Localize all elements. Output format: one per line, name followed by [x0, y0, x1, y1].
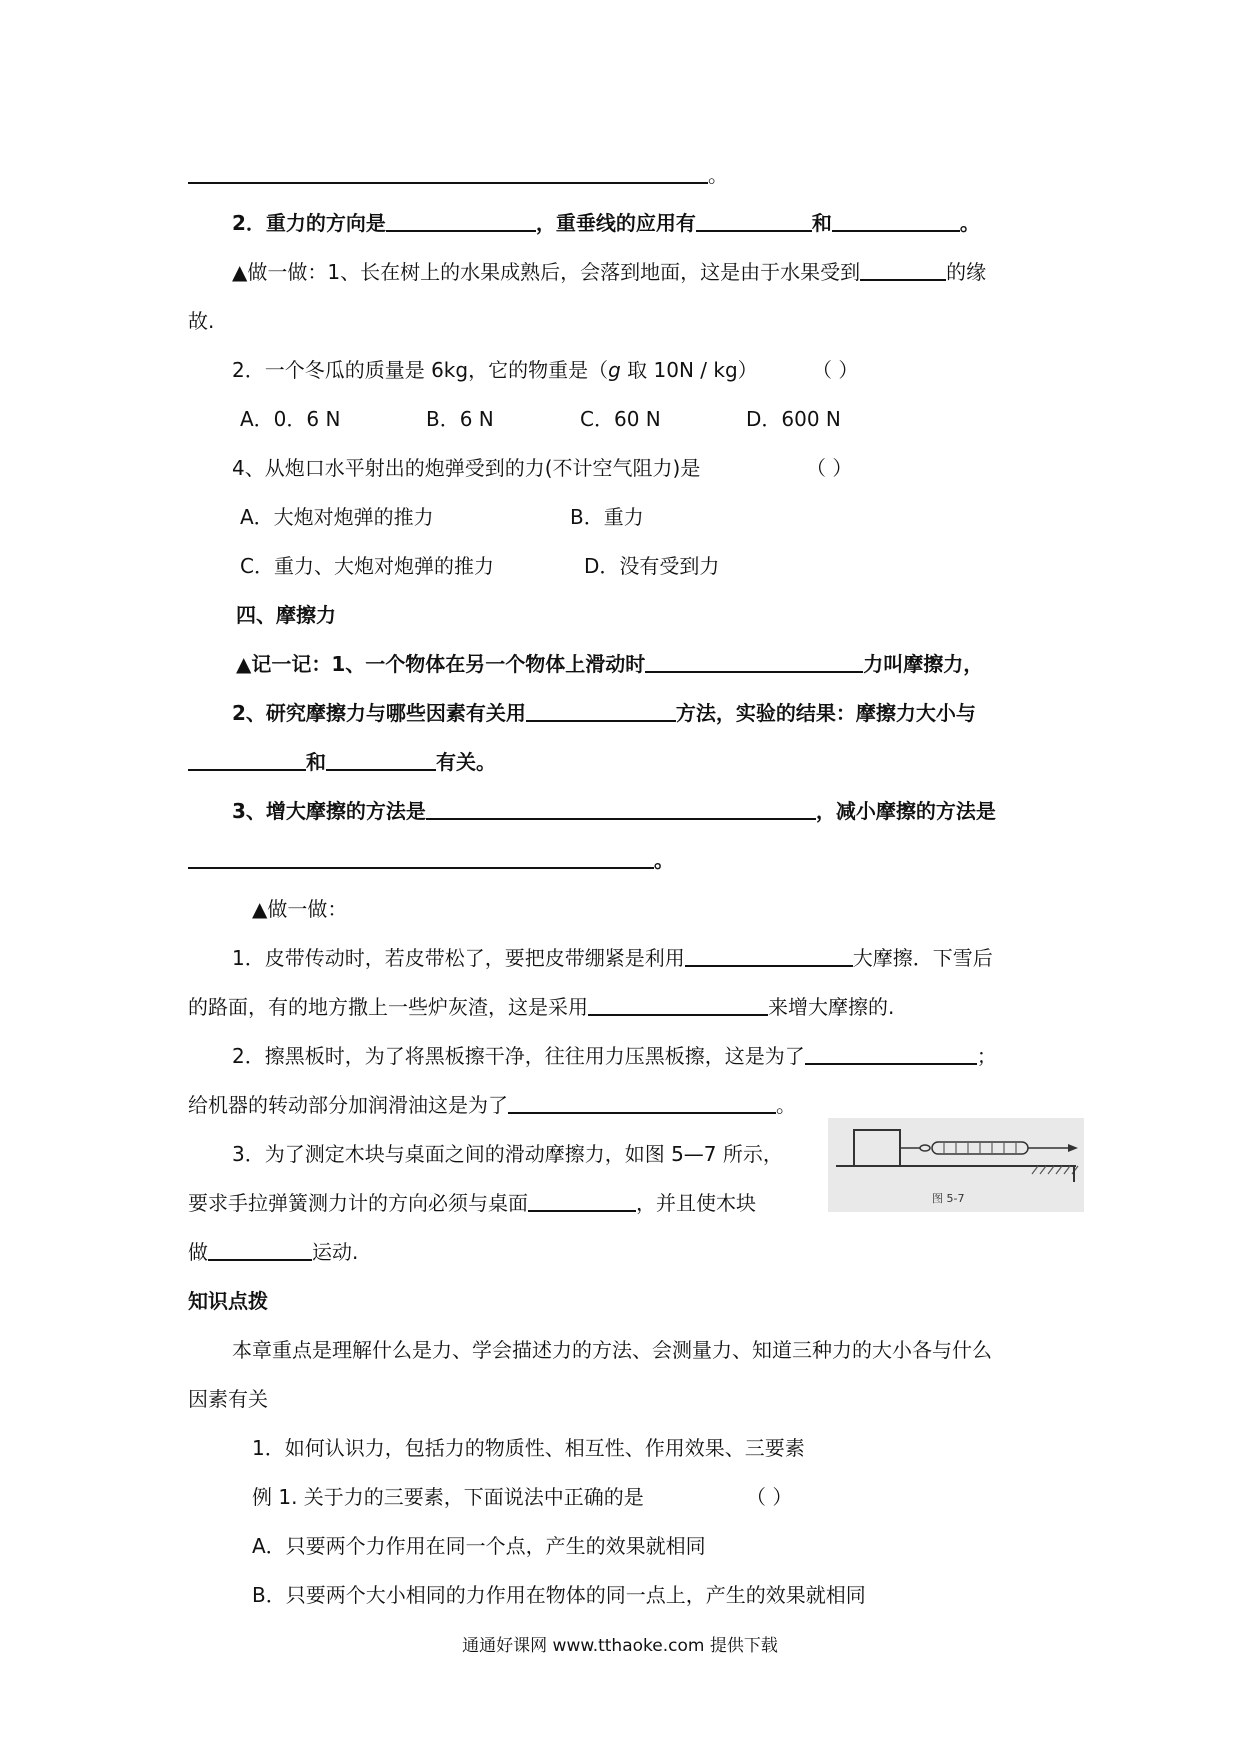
answer-blank[interactable] [188, 747, 306, 771]
blackboard-question-cont: 给机器的转动部分加润滑油这是为了 。 [188, 1090, 1068, 1120]
figure-5-7 [828, 1118, 1084, 1212]
answer-blank[interactable] [696, 208, 812, 232]
table-hatching [1032, 1166, 1078, 1174]
chapter-summary-cont: 因素有关 [188, 1387, 268, 1411]
option-b[interactable]: B．重力 [570, 505, 644, 529]
example-1-question: 例 1. 关于力的三要素，下面说法中正确的是 （ ） [252, 1482, 1132, 1512]
figure-caption: 图 5-7 [932, 1192, 965, 1205]
blackboard-question: 2．擦黑板时，为了将黑板擦干净，往往用力压黑板擦，这是为了 ； [232, 1041, 1112, 1071]
answer-line-continuation: 。 [188, 160, 1068, 190]
remember-friction-1: ▲记一记：1、一个物体在另一个物体上滑动时 力叫摩擦力， [236, 649, 1116, 679]
cannonball-question: 4、从炮口水平射出的炮弹受到的力(不计空气阻力)是 （ ） [232, 453, 1112, 483]
spring-scale-question-cont2: 做 运动. [188, 1237, 1068, 1267]
answer-blank[interactable] [805, 1041, 977, 1065]
practice-heading: ▲做一做： [252, 897, 348, 921]
winter-melon-question: 2．一个冬瓜的质量是 6kg，它的物重是（g 取 10N / kg） （ ） [232, 355, 1112, 385]
scale-markings [944, 1143, 1016, 1153]
answer-blank[interactable] [860, 257, 946, 281]
answer-blank[interactable] [508, 1090, 776, 1114]
remember-friction-3-cont: 。 [188, 845, 1068, 875]
option-b[interactable]: B．6 N [426, 407, 494, 431]
answer-blank[interactable] [208, 1237, 312, 1261]
answer-blank[interactable] [188, 160, 708, 184]
example-1-option-b[interactable]: B．只要两个大小相同的力作用在物体的同一点上，产生的效果就相同 [252, 1583, 866, 1607]
option-d[interactable]: D．600 N [746, 407, 841, 431]
option-a[interactable]: A．大炮对炮弹的推力 [240, 505, 434, 529]
hook [920, 1145, 930, 1151]
remember-friction-2-cont: 和 有关。 [188, 747, 1068, 777]
spring-scale-question-cont: 要求手拉弹簧测力计的方向必须与桌面 ，并且使木块 [188, 1188, 1068, 1218]
option-c[interactable]: C．60 N [580, 407, 661, 431]
practice-question-1-cont: 故. [188, 309, 215, 333]
understand-force-point: 1．如何认识力，包括力的物质性、相互性、作用效果、三要素 [252, 1436, 805, 1460]
section-heading-friction: 四、摩擦力 [236, 603, 336, 627]
chapter-summary: 本章重点是理解什么是力、学会描述力的方法、会测量力、知道三种力的大小各与什么 [232, 1338, 992, 1362]
belt-question: 1．皮带传动时，若皮带松了，要把皮带绷紧是利用 大摩擦．下雪后 [232, 943, 1112, 973]
example-1-option-a[interactable]: A．只要两个力作用在同一个点，产生的效果就相同 [252, 1534, 706, 1558]
answer-blank[interactable] [426, 796, 816, 820]
option-a[interactable]: A．0．6 N [240, 407, 341, 431]
answer-blank[interactable] [645, 649, 863, 673]
cannonball-options-row1 [240, 502, 1120, 532]
section-heading-tips: 知识点拨 [188, 1289, 268, 1313]
answer-paren[interactable]: （ ） [806, 456, 853, 480]
answer-blank[interactable] [188, 845, 654, 869]
page-footer: 通通好课网 www.tthaoke.com 提供下载 [462, 1636, 778, 1656]
gravity-direction-question: 2．重力的方向是 ，重垂线的应用有 和 。 [232, 208, 1112, 238]
answer-paren[interactable]: （ ） [746, 1485, 793, 1509]
answer-blank[interactable] [526, 698, 676, 722]
remember-friction-2: 2、研究摩擦力与哪些因素有关用 方法，实验的结果：摩擦力大小与 [232, 698, 1112, 728]
belt-question-cont: 的路面，有的地方撒上一些炉灰渣，这是采用 来增大摩擦的. [188, 992, 1068, 1022]
answer-blank[interactable] [326, 747, 436, 771]
option-d[interactable]: D．没有受到力 [584, 554, 720, 578]
remember-friction-3: 3、增大摩擦的方法是 ，减小摩擦的方法是 [232, 796, 1112, 826]
answer-blank[interactable] [685, 943, 853, 967]
spring-scale-question: 3．为了测定木块与桌面之间的滑动摩擦力，如图 5—7 所示， [232, 1142, 783, 1166]
option-c[interactable]: C．重力、大炮对炮弹的推力 [240, 554, 494, 578]
answer-blank[interactable] [386, 208, 536, 232]
answer-blank[interactable] [588, 992, 768, 1016]
answer-blank[interactable] [832, 208, 960, 232]
arrow-right-icon [1068, 1144, 1078, 1152]
winter-melon-options [240, 404, 1120, 434]
wooden-block [854, 1130, 900, 1166]
answer-paren[interactable]: （ ） [812, 358, 859, 382]
answer-blank[interactable] [528, 1188, 636, 1212]
practice-question-1: ▲做一做：1、长在树上的水果成熟后，会落到地面，这是由于水果受到 的缘 [232, 257, 1112, 287]
cannonball-options-row2 [240, 551, 1120, 581]
